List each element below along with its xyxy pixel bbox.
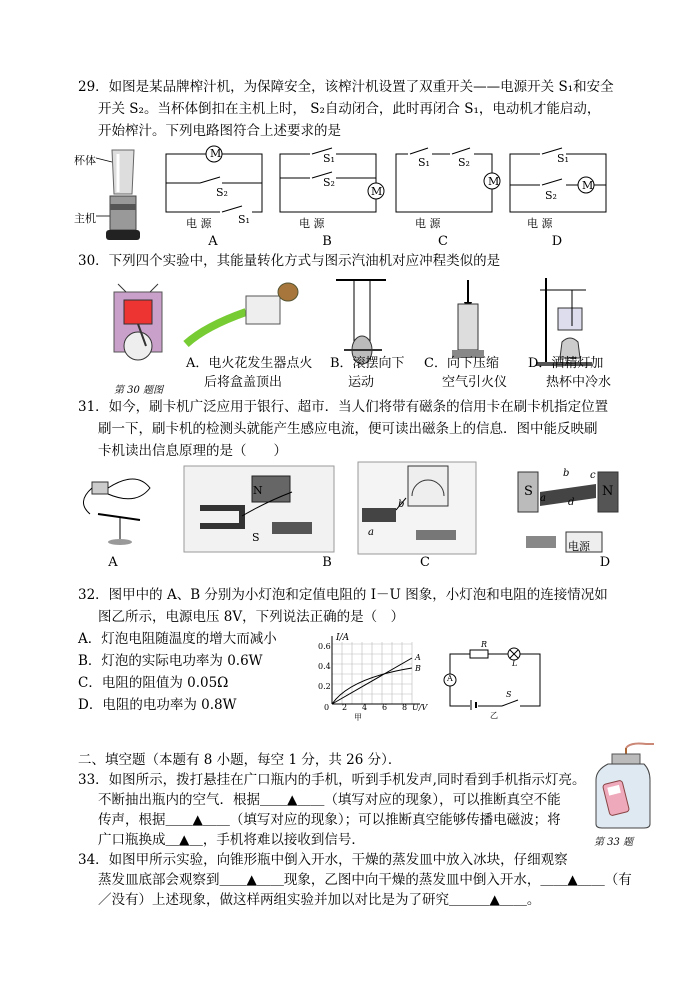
q30-option-d-line1: D．酒精灯加 [528,356,604,371]
circuit-d-s2: S₂ [545,189,557,202]
q30-option-a-line2: 后将盒盖顶出 [204,375,283,390]
q34-line-3: ／没有）上述现象，做这样两组实验并加以对比是为了研究＿＿＿▲＿＿。 [98,892,541,908]
fire-piston-figure [452,280,484,358]
q32-circuit-r: R [481,640,488,649]
q29-option-d: D [551,234,563,249]
q32-line-1: 32．图甲中的 A、B 分别为小灯泡和定值电阻的 I－U 图象，小灯泡和电阻的连接情况如 [78,587,608,603]
circuit-b-s2: S₂ [323,176,335,189]
circuit-a-s2: S₂ [216,186,228,199]
graph-ytick-06: 0.6 [318,642,331,651]
q32-circuit-l: L [512,659,518,668]
q31-fig-b-n: N [253,484,263,497]
graph-ytick-02: 0.2 [318,682,331,691]
juicer-base-label: 主机 [74,212,96,225]
graph-xtick-2: 2 [342,703,348,712]
q30-option-b-line2: 运动 [348,375,375,390]
graph-xtick-6: 6 [382,703,388,712]
q30-line-1: 30．下列四个实验中，其能量转化方式与图示汽油机对应冲程类似的是 [78,253,501,269]
q29-option-a: A [208,234,218,249]
q31-line-1: 31．如今，刷卡机广泛应用于银行、超市．当人们将带有磁条的信用卡在刷卡机指定位置 [78,399,609,415]
juicer-figure [74,146,164,246]
circuit-c-s1: S₁ [418,156,430,169]
q31-fig-c-b: b [398,499,405,510]
q32-option-a: A．灯泡电阻随温度的增大而减小 [78,631,277,647]
q30-option-c-line2: 空气引火仪 [442,375,508,390]
q33-line-2: 不断抽出瓶内的空气．根据＿＿▲＿＿（填写对应的现象），可以推断真空不能 [98,792,561,808]
q31-line-3: 卡机读出信息原理的是（ ） [98,443,287,459]
circuit-c-s2: S₂ [458,156,470,169]
graph-ytick-04: 0.4 [318,662,331,671]
q31-option-a: A [108,555,118,570]
q34-line-1: 34．如图甲所示实验，向锥形瓶中倒入开水，干燥的蒸发皿中放入冰块，仔细观察 [78,852,568,868]
q31-option-d: D [599,555,611,570]
spark-generator-figure [186,283,298,344]
q29-option-b: B [322,234,332,249]
q32-option-b: B．灯泡的实际电功率为 0.6W [78,653,263,669]
q30-option-c [424,354,507,392]
circuit-a-source: 电 源 [186,217,212,230]
q32-circuit [440,648,550,718]
q33-line-1: 33．如图所示，拨打悬挂在广口瓶内的手机，听到手机发声,同时看到手机指示灯亮。 [78,772,586,788]
q31-line-2: 刷一下，刷卡机的检测头就能产生感应电流，便可读出磁条上的信息．图中能反映刷 [98,421,598,437]
q32-circuit-yi: 乙 [490,711,498,720]
graph-ylabel: I/A [336,633,350,643]
circuit-d-source: 电 源 [527,217,553,230]
graph-xtick-0: 0 [324,703,330,712]
q32-option-d: D．电阻的电功率为 0.8W [78,697,237,713]
graph-curve-b-label: B [415,664,421,673]
circuit-c-source: 电 源 [415,217,441,230]
q31-fig-b-s: S [252,531,260,544]
q33-bottle-figure [584,740,658,832]
q31-fig-d-d: d [568,497,575,508]
graph-xtick-8: 8 [402,703,408,712]
q33-line-4: 广口瓶换成＿▲＿，手机将难以接收到信号． [98,832,365,848]
q31-fig-d-a: a [540,493,546,504]
q32-line-2: 图乙所示，电源电压 8V，下列说法正确的是（ ） [98,609,405,625]
circuit-b-source: 电 源 [299,217,325,230]
q32-option-c: C．电阻的阻值为 0.05Ω [78,675,229,691]
q30-option-d [528,354,611,392]
q31-figure-c [358,462,476,554]
circuit-a-s1: S₁ [238,213,250,226]
q30-option-c-line1: C．向下压缩 [424,356,499,371]
q33-fig-caption: 第 33 题 [594,837,634,848]
q30-option-b [330,354,405,392]
q30-option-a [186,354,312,392]
juicer-cup-label: 杯体 [74,154,96,167]
q31-option-b: B [322,555,332,570]
q30-option-b-line1: B．滚摆向下 [330,356,405,371]
q32-circuit-s: S [506,690,512,699]
graph-curve-a-label: A [415,653,421,662]
q32-circuit-a: A [447,674,453,683]
q30-fig-caption: 第 30 题图 [114,385,164,396]
q31-fig-d-s: S [524,484,533,499]
juicer-drawing [74,146,164,246]
graph-xlabel: U/V [412,703,428,712]
q34-line-2: 蒸发皿底部会观察到＿＿▲＿＿现象，乙图中向干燥的蒸发皿中倒入开水，＿＿▲＿＿（有 [98,872,632,888]
circuit-b-motor: M [371,185,383,198]
circuit-b-s1: S₁ [323,152,335,165]
pendulum-figure [336,280,386,364]
q31-fig-d-power: 电源 [568,540,590,553]
q31-fig-d-b: b [563,468,570,479]
q29-line-2: 开关 S₂。当杯体倒扣在主机上时， S₂自动闭合，此时再闭合 S₁，电动机才能启动， [98,101,601,117]
q29-line-1: 29．如图是某品牌榨汁机，为保障安全，该榨汁机设置了双重开关——电源开关 S₁和安全 [78,79,614,95]
q31-fig-d-c: c [590,470,596,481]
engine-figure [114,284,162,360]
q29-option-c: C [438,234,448,249]
graph-xtick-4: 4 [362,703,368,712]
section-2-title: 二、填空题（本题有 8 小题，每空 1 分，共 26 分）． [78,752,402,768]
alcohol-lamp-figure [536,278,592,366]
q33-line-3: 传声，根据＿＿▲＿＿（填写对应的现象）；可以推断真空能够传播电磁波；将 [98,812,561,828]
q31-figure-a [83,479,150,545]
q30-option-a-line1: A．电火花发生器点火 [186,356,313,371]
q31-fig-d-n: N [602,484,614,499]
q31-option-c: C [420,555,430,570]
q31-fig-c-a: a [368,527,374,538]
circuit-a-motor: M [210,147,222,160]
circuit-c-motor: M [488,175,500,188]
q30-option-d-line2: 热杯中冷水 [546,375,612,390]
graph-jia-label: 甲 [354,713,362,722]
circuit-c [396,148,500,212]
circuit-d-s1: S₁ [557,152,569,165]
q29-line-3: 开始榨汁。下列电路图符合上述要求的是 [98,123,341,139]
circuit-d-motor: M [582,179,594,192]
